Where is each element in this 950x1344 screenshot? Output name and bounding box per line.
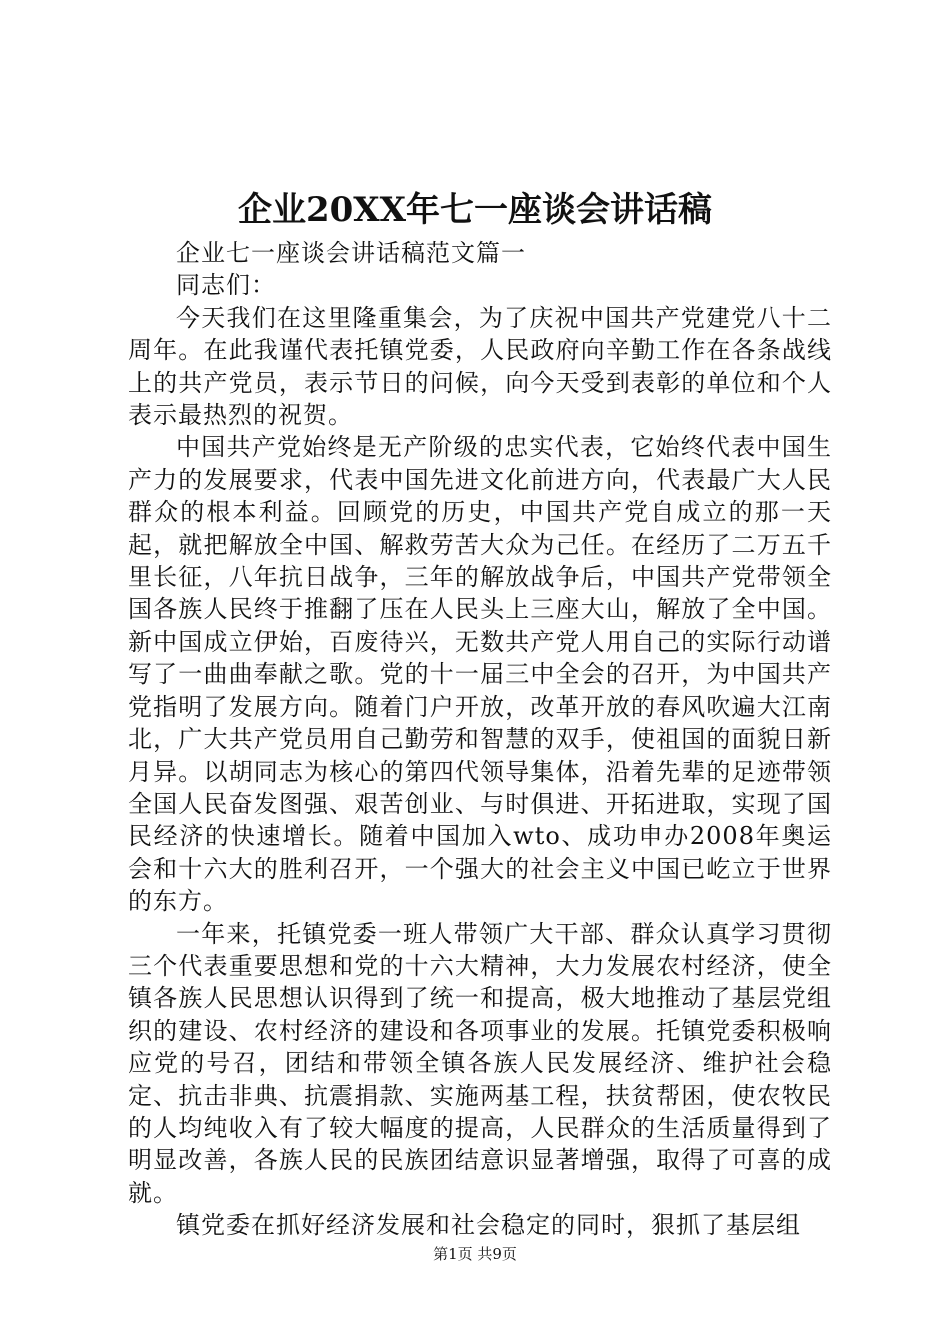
salutation-line: 同志们：	[176, 271, 276, 300]
document-title: 企业20XX年七一座谈会讲话稿	[237, 190, 713, 230]
paragraph-4: 镇党委在抓好经济发展和社会稳定的同时，狠抓了基层组	[176, 1211, 801, 1240]
paragraph-2: 中国共产党始终是无产阶级的忠实代表，它始终代表中国生产力的发展要求，代表中国先进文化前进方向，代表最广大人民群众的根本利益。回顾党的历史，中国共产党自成立的那一天起，就把解放全中国、解救劳苦大众为己任。在经历了二万五千里长征，八年抗日战争，三年的解放战争后，中国共产党带领全国各族人民终于推翻了压在人民头上三座大山，解放了全中国。新中国成立伊始，百废待兴，无数共产党人用自己的实际行动谱写了一曲曲奉献之歌。党的十一届三中全会的召开，为中国共产党指明了发展方向。随着门户开放，改革开放的春风吹遍大江南北，广大共产党员用自己勤劳和智慧的双手，使祖国的面貌日新月异。以胡同志为核心的第四代领导集体，沿着先辈的足迹带领全国人民奋发图强、艰苦创业、与时俱进、开拓进取，实现了国民经济的快速增长。随着中国加入wto、成功申办2008年奥运会和十六大的胜利召开，一个强大的社会主义中国已屹立于世界的东方。	[128, 433, 832, 916]
paragraph-1: 今天我们在这里隆重集会，为了庆祝中国共产党建党八十二周年。在此我谨代表托镇党委，人民政府向辛勤工作在各条战线上的共产党员，表示节日的问候，向今天受到表彰的单位和个人表示最热烈的祝贺。	[128, 303, 832, 430]
paragraph-3: 一年来，托镇党委一班人带领广大干部、群众认真学习贯彻三个代表重要思想和党的十六大精神，大力发展农村经济，使全镇各族人民思想认识得到了统一和提高，极大地推动了基层党组织的建设、农村经济的建设和各项事业的发展。托镇党委积极响应党的号召，团结和带领全镇各族人民发展经济、维护社会稳定、抗击非典、抗震捐款、实施两基工程，扶贫帮困，使农牧民的人均纯收入有了较大幅度的提高，人民群众的生活质量得到了明显改善，各族人民的民族团结意识显著增强，取得了可喜的成就。	[128, 919, 832, 1207]
subtitle-line: 企业七一座谈会讲话稿范文篇一	[176, 239, 526, 267]
page-footer: 第1页 共9页	[433, 1245, 517, 1263]
document-body	[128, 237, 832, 1242]
